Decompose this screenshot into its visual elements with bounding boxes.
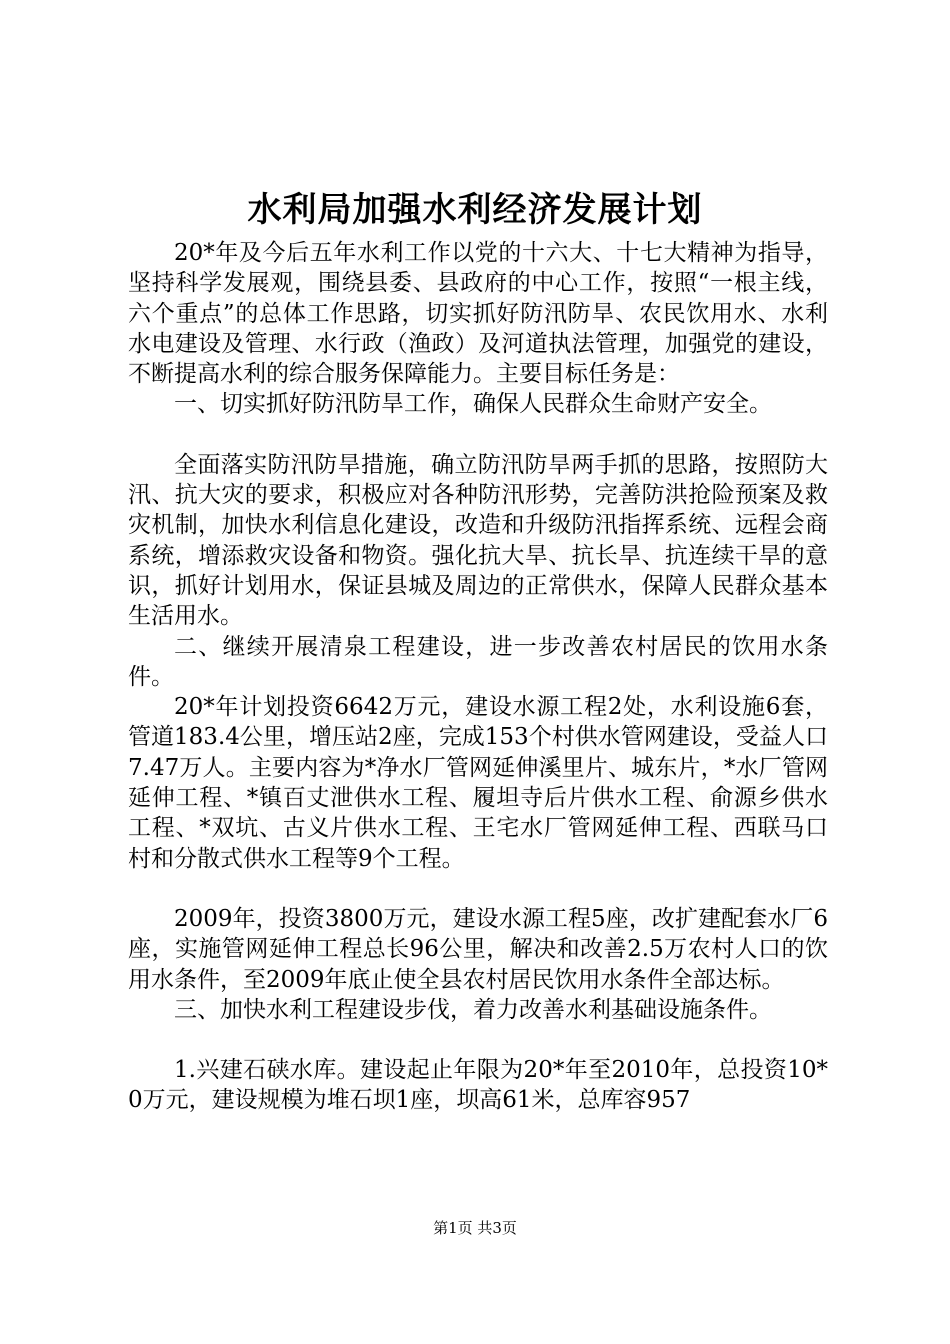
paragraph-2009-plan: 2009年，投资3800万元，建设水源工程5座，改扩建配套水厂6座，实施管网延伸工程总长96公里，解决和改善2.5万农村人口的饮用水条件，至2009年底止使全县农村居民饮用水条件全部达标。 — [128, 905, 828, 993]
heading-section-2: 二、继续开展清泉工程建设，进一步改善农村居民的饮用水条件。 — [128, 633, 828, 690]
heading-section-3: 三、加快水利工程建设步伐，着力改善水利基础设施条件。 — [174, 996, 772, 1023]
paragraph-water-supply-plan: 20*年计划投资6642万元，建设水源工程2处，水利设施6套，管道183.4公里，增压站2座，完成153个村供水管网建设，受益人口7.47万人。主要内容为*净水厂管网延伸溪里片、城东片，*水厂管网延伸工程、*镇百丈泄供水工程、履坦寺后片供水工程、俞源乡供水工程、*双坑、古义片供水工程、王宅水厂管网延伸工程、西联马口村和分散式供水工程等9个工程。 — [128, 694, 828, 872]
page-number-footer: 第1页 共3页 — [433, 1219, 517, 1237]
paragraph-flood-control: 全面落实防汛防旱措施，确立防汛防旱两手抓的思路，按照防大汛、抗大灾的要求，积极应对各种防汛形势，完善防洪抢险预案及救灾机制，加快水利信息化建设，改造和升级防汛指挥系统、远程会商系统，增添救灾设备和物资。强化抗大旱、抗长旱、抗连续干旱的意识，抓好计划用水，保证县城及周边的正常供水，保障人民群众基本生活用水。 — [128, 451, 828, 630]
heading-section-1: 一、切实抓好防汛防旱工作，确保人民群众生命财产安全。 — [174, 391, 772, 418]
paragraph-intro: 20*年及今后五年水利工作以党的十六大、十七大精神为指导，坚持科学发展观，围绕县委、县政府的中心工作，按照“一根主线，六个重点”的总体工作思路，切实抓好防汛防旱、农民饮用水、水利水电建设及管理、水行政（渔政）及河道执法管理，加强党的建设，不断提高水利的综合服务保障能力。主要目标任务是： — [128, 240, 828, 388]
paragraph-reservoir: 1.兴建石硖水库。建设起止年限为20*年至2010年，总投资10*0万元，建设规模为堆石坝1座，坝高61米，总库容957 — [128, 1057, 828, 1114]
document-title: 水利局加强水利经济发展计划 — [247, 190, 703, 230]
document-body — [128, 238, 828, 1116]
